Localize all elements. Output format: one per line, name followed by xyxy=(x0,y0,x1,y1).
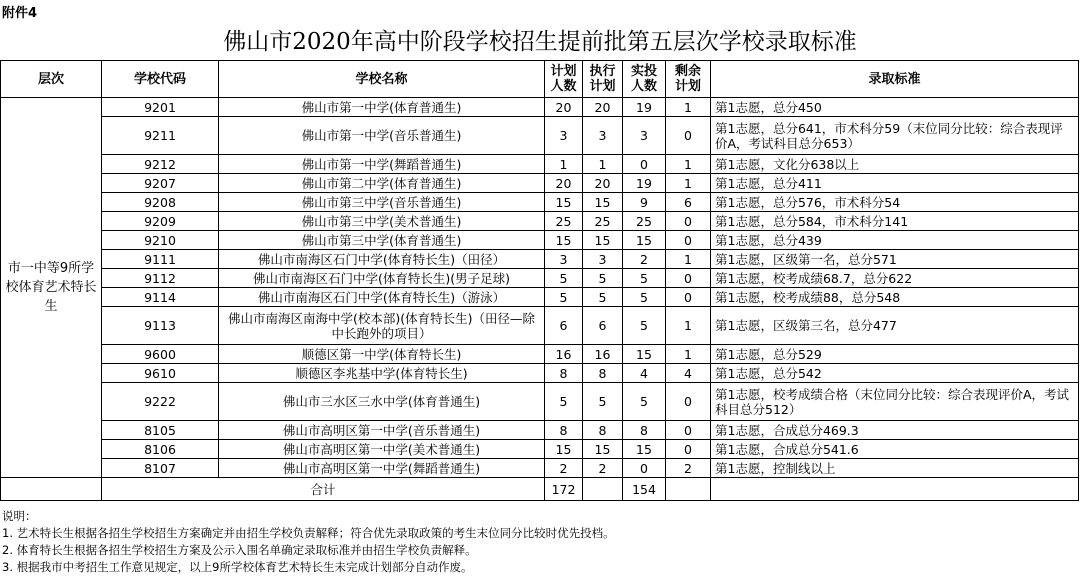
note-item: 2. 体育特长生根据各招生学校招生方案及公示入围名单确定录取标准并由招生学校负责解释。 xyxy=(2,543,477,557)
code-cell: 9610 xyxy=(102,364,219,383)
remain-cell: 0 xyxy=(666,231,711,250)
standard-cell: 第1志愿，总分584，市术科分141 xyxy=(711,212,1079,231)
notes-heading: 说明： xyxy=(2,509,37,523)
school-name-cell: 佛山市第一中学(舞蹈普通生) xyxy=(219,155,545,174)
standard-cell: 第1志愿，总分529 xyxy=(711,345,1079,364)
table-row xyxy=(1,98,1079,117)
plan-cell: 16 xyxy=(545,345,583,364)
table-row xyxy=(1,421,1079,440)
total-row xyxy=(1,478,1079,501)
standard-cell: 第1志愿，总分576，市术科分54 xyxy=(711,193,1079,212)
code-cell: 9114 xyxy=(102,288,219,307)
table-row xyxy=(1,364,1079,383)
remain-cell: 1 xyxy=(666,345,711,364)
total-plan: 172 xyxy=(545,478,583,501)
remain-cell: 0 xyxy=(666,421,711,440)
actual-cell: 2 xyxy=(623,250,666,269)
code-cell: 9207 xyxy=(102,174,219,193)
school-name-cell: 顺德区第一中学(体育特长生) xyxy=(219,345,545,364)
notes-section xyxy=(2,508,1078,576)
actual-cell: 0 xyxy=(623,155,666,174)
table-row xyxy=(1,345,1079,364)
school-name-cell: 佛山市南海区石门中学(体育特长生)(男子足球) xyxy=(219,269,545,288)
level-cell: 市一中等9所学校体育艺术特长生 xyxy=(1,98,102,478)
note-item: 1. 艺术特长生根据各招生学校招生方案确定并由招生学校负责解释；符合优先录取政策的考生末位同分比较时优先投档。 xyxy=(2,526,615,540)
code-cell: 9111 xyxy=(102,250,219,269)
actual-cell: 5 xyxy=(623,383,666,421)
school-name-cell: 佛山市第三中学(美术普通生) xyxy=(219,212,545,231)
code-cell: 8106 xyxy=(102,440,219,459)
standard-cell: 第1志愿，合成总分469.3 xyxy=(711,421,1079,440)
table-row xyxy=(1,155,1079,174)
remain-cell: 0 xyxy=(666,212,711,231)
header-actual: 实投人数 xyxy=(623,61,666,98)
school-name-cell: 佛山市高明区第一中学(舞蹈普通生) xyxy=(219,459,545,478)
code-cell: 9600 xyxy=(102,345,219,364)
plan-cell: 20 xyxy=(545,174,583,193)
actual-cell: 15 xyxy=(623,345,666,364)
table-row xyxy=(1,269,1079,288)
remain-cell: 0 xyxy=(666,440,711,459)
table-row xyxy=(1,231,1079,250)
header-standard: 录取标准 xyxy=(711,61,1079,98)
plan-cell: 8 xyxy=(545,364,583,383)
plan-cell: 3 xyxy=(545,250,583,269)
table-row xyxy=(1,307,1079,345)
actual-cell: 19 xyxy=(623,174,666,193)
standard-cell: 第1志愿，总分450 xyxy=(711,98,1079,117)
header-row xyxy=(1,61,1079,98)
table-row xyxy=(1,440,1079,459)
annex-label: 附件4 xyxy=(2,6,38,21)
plan-cell: 20 xyxy=(545,98,583,117)
exec-cell: 5 xyxy=(583,269,623,288)
standard-cell: 第1志愿，总分542 xyxy=(711,364,1079,383)
plan-cell: 6 xyxy=(545,307,583,345)
plan-cell: 15 xyxy=(545,440,583,459)
code-cell: 9201 xyxy=(102,98,219,117)
standard-cell: 第1志愿，总分641，市术科分59（末位同分比较：综合表现评价A，考试科目总分653） xyxy=(711,117,1079,155)
exec-cell: 20 xyxy=(583,98,623,117)
school-name-cell: 佛山市南海区石门中学(体育特长生)（田径） xyxy=(219,250,545,269)
standard-cell: 第1志愿，文化分638以上 xyxy=(711,155,1079,174)
page-title: 佛山市2020年高中阶段学校招生提前批第五层次学校录取标准 xyxy=(223,29,857,55)
code-cell: 8105 xyxy=(102,421,219,440)
actual-cell: 8 xyxy=(623,421,666,440)
school-name-cell: 顺德区李兆基中学(体育特长生) xyxy=(219,364,545,383)
school-name-cell: 佛山市高明区第一中学(音乐普通生) xyxy=(219,421,545,440)
table-row xyxy=(1,212,1079,231)
actual-cell: 5 xyxy=(623,307,666,345)
exec-cell: 25 xyxy=(583,212,623,231)
plan-cell: 1 xyxy=(545,155,583,174)
table-row xyxy=(1,288,1079,307)
note-item: 3. 根据我市中考招生工作意见规定，以上9所学校体育艺术特长生未完成计划部分自动作废。 xyxy=(2,560,473,574)
header-exec: 执行计划 xyxy=(583,61,623,98)
table-row xyxy=(1,250,1079,269)
exec-cell: 15 xyxy=(583,440,623,459)
code-cell: 9112 xyxy=(102,269,219,288)
school-name-cell: 佛山市高明区第一中学(美术普通生) xyxy=(219,440,545,459)
table-row xyxy=(1,459,1079,478)
remain-cell: 1 xyxy=(666,250,711,269)
admission-table xyxy=(0,60,1079,501)
plan-cell: 15 xyxy=(545,231,583,250)
school-name-cell: 佛山市第一中学(体育普通生) xyxy=(219,98,545,117)
code-cell: 9210 xyxy=(102,231,219,250)
total-label: 合计 xyxy=(102,478,545,501)
standard-cell: 第1志愿，总分439 xyxy=(711,231,1079,250)
school-name-cell: 佛山市三水区三水中学(体育普通生) xyxy=(219,383,545,421)
code-cell: 9208 xyxy=(102,193,219,212)
plan-cell: 25 xyxy=(545,212,583,231)
exec-cell: 5 xyxy=(583,288,623,307)
actual-cell: 15 xyxy=(623,231,666,250)
plan-cell: 8 xyxy=(545,421,583,440)
standard-cell: 第1志愿，合成总分541.6 xyxy=(711,440,1079,459)
remain-cell: 1 xyxy=(666,98,711,117)
header-level: 层次 xyxy=(1,61,102,98)
standard-cell: 第1志愿，校考成绩68.7，总分622 xyxy=(711,269,1079,288)
actual-cell: 5 xyxy=(623,269,666,288)
table-row xyxy=(1,117,1079,155)
school-name-cell: 佛山市第三中学(音乐普通生) xyxy=(219,193,545,212)
school-name-cell: 佛山市第二中学(体育普通生) xyxy=(219,174,545,193)
total-empty-cell xyxy=(1,478,102,501)
header-code: 学校代码 xyxy=(102,61,219,98)
remain-cell: 1 xyxy=(666,174,711,193)
plan-cell: 5 xyxy=(545,269,583,288)
code-cell: 9211 xyxy=(102,117,219,155)
standard-cell: 第1志愿，区级第三名，总分477 xyxy=(711,307,1079,345)
exec-cell: 16 xyxy=(583,345,623,364)
school-name-cell: 佛山市南海区石门中学(体育特长生)（游泳） xyxy=(219,288,545,307)
exec-cell: 5 xyxy=(583,383,623,421)
total-remain-empty xyxy=(666,478,711,501)
remain-cell: 6 xyxy=(666,193,711,212)
remain-cell: 0 xyxy=(666,117,711,155)
exec-cell: 6 xyxy=(583,307,623,345)
code-cell: 9212 xyxy=(102,155,219,174)
school-name-cell: 佛山市南海区南海中学(校本部)(体育特长生)（田径—除中长跑外的项目） xyxy=(219,307,545,345)
exec-cell: 15 xyxy=(583,193,623,212)
actual-cell: 4 xyxy=(623,364,666,383)
remain-cell: 1 xyxy=(666,155,711,174)
actual-cell: 3 xyxy=(623,117,666,155)
remain-cell: 0 xyxy=(666,269,711,288)
code-cell: 9113 xyxy=(102,307,219,345)
actual-cell: 5 xyxy=(623,288,666,307)
standard-cell: 第1志愿，校考成绩合格（末位同分比较：综合表现评价A，考试科目总分512） xyxy=(711,383,1079,421)
total-actual: 154 xyxy=(623,478,666,501)
school-name-cell: 佛山市第一中学(音乐普通生) xyxy=(219,117,545,155)
exec-cell: 3 xyxy=(583,250,623,269)
header-name: 学校名称 xyxy=(219,61,545,98)
table-row xyxy=(1,174,1079,193)
remain-cell: 1 xyxy=(666,307,711,345)
plan-cell: 5 xyxy=(545,383,583,421)
actual-cell: 9 xyxy=(623,193,666,212)
exec-cell: 8 xyxy=(583,364,623,383)
code-cell: 9222 xyxy=(102,383,219,421)
total-standard-empty xyxy=(711,478,1079,501)
remain-cell: 2 xyxy=(666,459,711,478)
school-name-cell: 佛山市第三中学(体育普通生) xyxy=(219,231,545,250)
standard-cell: 第1志愿，区级第一名，总分571 xyxy=(711,250,1079,269)
remain-cell: 0 xyxy=(666,288,711,307)
standard-cell: 第1志愿，总分411 xyxy=(711,174,1079,193)
header-remain: 剩余计划 xyxy=(666,61,711,98)
actual-cell: 25 xyxy=(623,212,666,231)
exec-cell: 1 xyxy=(583,155,623,174)
standard-cell: 第1志愿，校考成绩88，总分548 xyxy=(711,288,1079,307)
exec-cell: 15 xyxy=(583,231,623,250)
exec-cell: 2 xyxy=(583,459,623,478)
remain-cell: 0 xyxy=(666,383,711,421)
total-exec-empty xyxy=(583,478,623,501)
exec-cell: 8 xyxy=(583,421,623,440)
table-row xyxy=(1,383,1079,421)
standard-cell: 第1志愿，控制线以上 xyxy=(711,459,1079,478)
remain-cell: 4 xyxy=(666,364,711,383)
header-plan: 计划人数 xyxy=(545,61,583,98)
plan-cell: 2 xyxy=(545,459,583,478)
code-cell: 8107 xyxy=(102,459,219,478)
exec-cell: 3 xyxy=(583,117,623,155)
exec-cell: 20 xyxy=(583,174,623,193)
table-row xyxy=(1,193,1079,212)
plan-cell: 5 xyxy=(545,288,583,307)
plan-cell: 3 xyxy=(545,117,583,155)
actual-cell: 19 xyxy=(623,98,666,117)
code-cell: 9209 xyxy=(102,212,219,231)
plan-cell: 15 xyxy=(545,193,583,212)
actual-cell: 0 xyxy=(623,459,666,478)
actual-cell: 15 xyxy=(623,440,666,459)
